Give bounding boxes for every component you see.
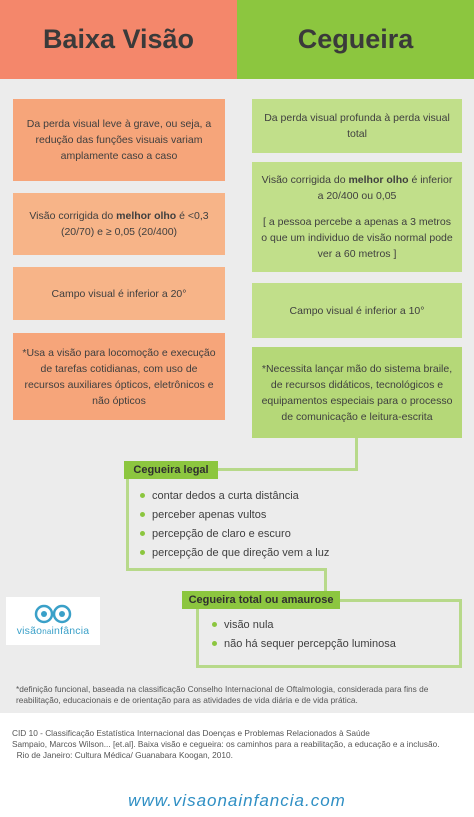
reference-line: Sampaio, Marcos Wilson... [et.al]. Baixa visão e cegueira: os caminhos para a reabilitação, a educação e a inclusão. [12, 739, 440, 749]
cegueira-field-text: Campo visual é inferior a 10° [289, 304, 425, 317]
list-item [140, 524, 329, 543]
connector-line [196, 608, 199, 668]
list-item-text: visão nula [224, 618, 274, 631]
cegueira-legal-title: Cegueira legal [124, 461, 218, 479]
list-item-text: perceber apenas vultos [152, 508, 267, 521]
acuity-bold: melhor olho [116, 210, 177, 222]
footnote: *definição funcional, baseada na classificação Conselho Internacional de Oftalmologia, considerada para fins de reabilitação, educacionais e de orientação para as atividades de vida diária e de vida prática. [16, 684, 429, 705]
cegueira-acuity-note: [ a pessoa percebe a apenas a 3 metros o que um individuo de visão normal pode ver a 60 metros ] [261, 216, 453, 260]
baixa-visao-header [0, 0, 237, 79]
cegueira-field [252, 283, 462, 338]
cegueira-total-title: Cegueira total ou amaurose [182, 591, 340, 609]
list-item [140, 505, 329, 524]
cegueira-usage-text: *Necessita lançar mão do sistema braile, de recursos didáticos, tecnológicos e equipamentos especiais para o processo de comunicação e leitura-escrita [261, 362, 453, 423]
baixa-visao-definition-text: Da perda visual leve à grave, ou seja, a redução das funções visuais variam amplamente caso a caso [26, 118, 212, 162]
connector-line [355, 438, 358, 471]
cegueira-title: Cegueira [297, 24, 414, 54]
cegueira-header [237, 0, 474, 79]
baixa-visao-field [13, 267, 225, 320]
website-link[interactable] [0, 791, 474, 811]
list-item-text: não há sequer percepção luminosa [224, 637, 396, 650]
eyes-icon [34, 603, 72, 625]
acuity-prefix: Visão corrigida do [29, 210, 117, 222]
list-item-text: contar dedos a curta distância [152, 489, 299, 502]
visao-na-infancia-logo [6, 597, 100, 645]
list-item [212, 634, 396, 653]
acuity-prefix: Visão corrigida do [261, 174, 349, 186]
connector-line [216, 468, 358, 471]
list-item [212, 615, 396, 634]
cegueira-legal-list [140, 486, 329, 562]
baixa-visao-usage [13, 333, 225, 420]
list-item [140, 486, 329, 505]
cegueira-usage [252, 347, 462, 438]
logo-text-a: visão [16, 625, 43, 637]
cegueira-acuity-text [260, 172, 454, 204]
baixa-visao-acuity [13, 193, 225, 255]
list-item [140, 543, 329, 562]
baixa-visao-usage-text: *Usa a visão para locomoção e execução de tarefas cotidianas, com uso de recursos auxiliares ópticos, eletrônicos e não ópticos [22, 346, 216, 407]
reference-line: Rio de Janeiro: Cultura Médica/ Guanabara Koogan, 2010. [12, 750, 233, 760]
logo-text-b: na [42, 627, 52, 636]
bullet-icon [140, 550, 145, 555]
baixa-visao-title: Baixa Visão [42, 24, 195, 54]
baixa-visao-definition [13, 99, 225, 181]
references [12, 728, 467, 761]
reference-line: CID 10 - Classificação Estatística Internacional das Doenças e Problemas Relacionados à Saúde [12, 728, 370, 738]
bullet-icon [140, 512, 145, 517]
acuity-bold: melhor olho [348, 174, 409, 186]
cegueira-acuity [252, 162, 462, 272]
cegueira-total-list [212, 615, 396, 653]
bullet-icon [140, 493, 145, 498]
baixa-visao-acuity-text [21, 208, 217, 240]
list-item-text: percepção de claro e escuro [152, 527, 291, 540]
logo-text-c: infância [51, 625, 90, 637]
website-text[interactable]: www.visaonainfancia.com [128, 791, 346, 810]
baixa-visao-field-text: Campo visual é inferior a 20° [51, 287, 187, 300]
acuity-suffix: é inferior a 20/400 ou 0,05 [317, 174, 453, 202]
logo-text [6, 625, 100, 637]
connector-line [126, 478, 129, 571]
connector-line [126, 568, 327, 571]
connector-line [338, 599, 462, 602]
connector-line [324, 568, 327, 592]
bullet-icon [140, 531, 145, 536]
cegueira-definition-text: Da perda visual profunda à perda visual total [264, 112, 450, 140]
list-item-text: percepção de que direção vem a luz [152, 546, 330, 559]
acuity-suffix: é <0,3 (20/70) e ≥ 0,05 (20/400) [60, 210, 209, 238]
connector-line [459, 600, 462, 668]
cegueira-definition [252, 99, 462, 153]
bullet-icon [212, 641, 217, 646]
bullet-icon [212, 622, 217, 627]
connector-line [196, 665, 462, 668]
